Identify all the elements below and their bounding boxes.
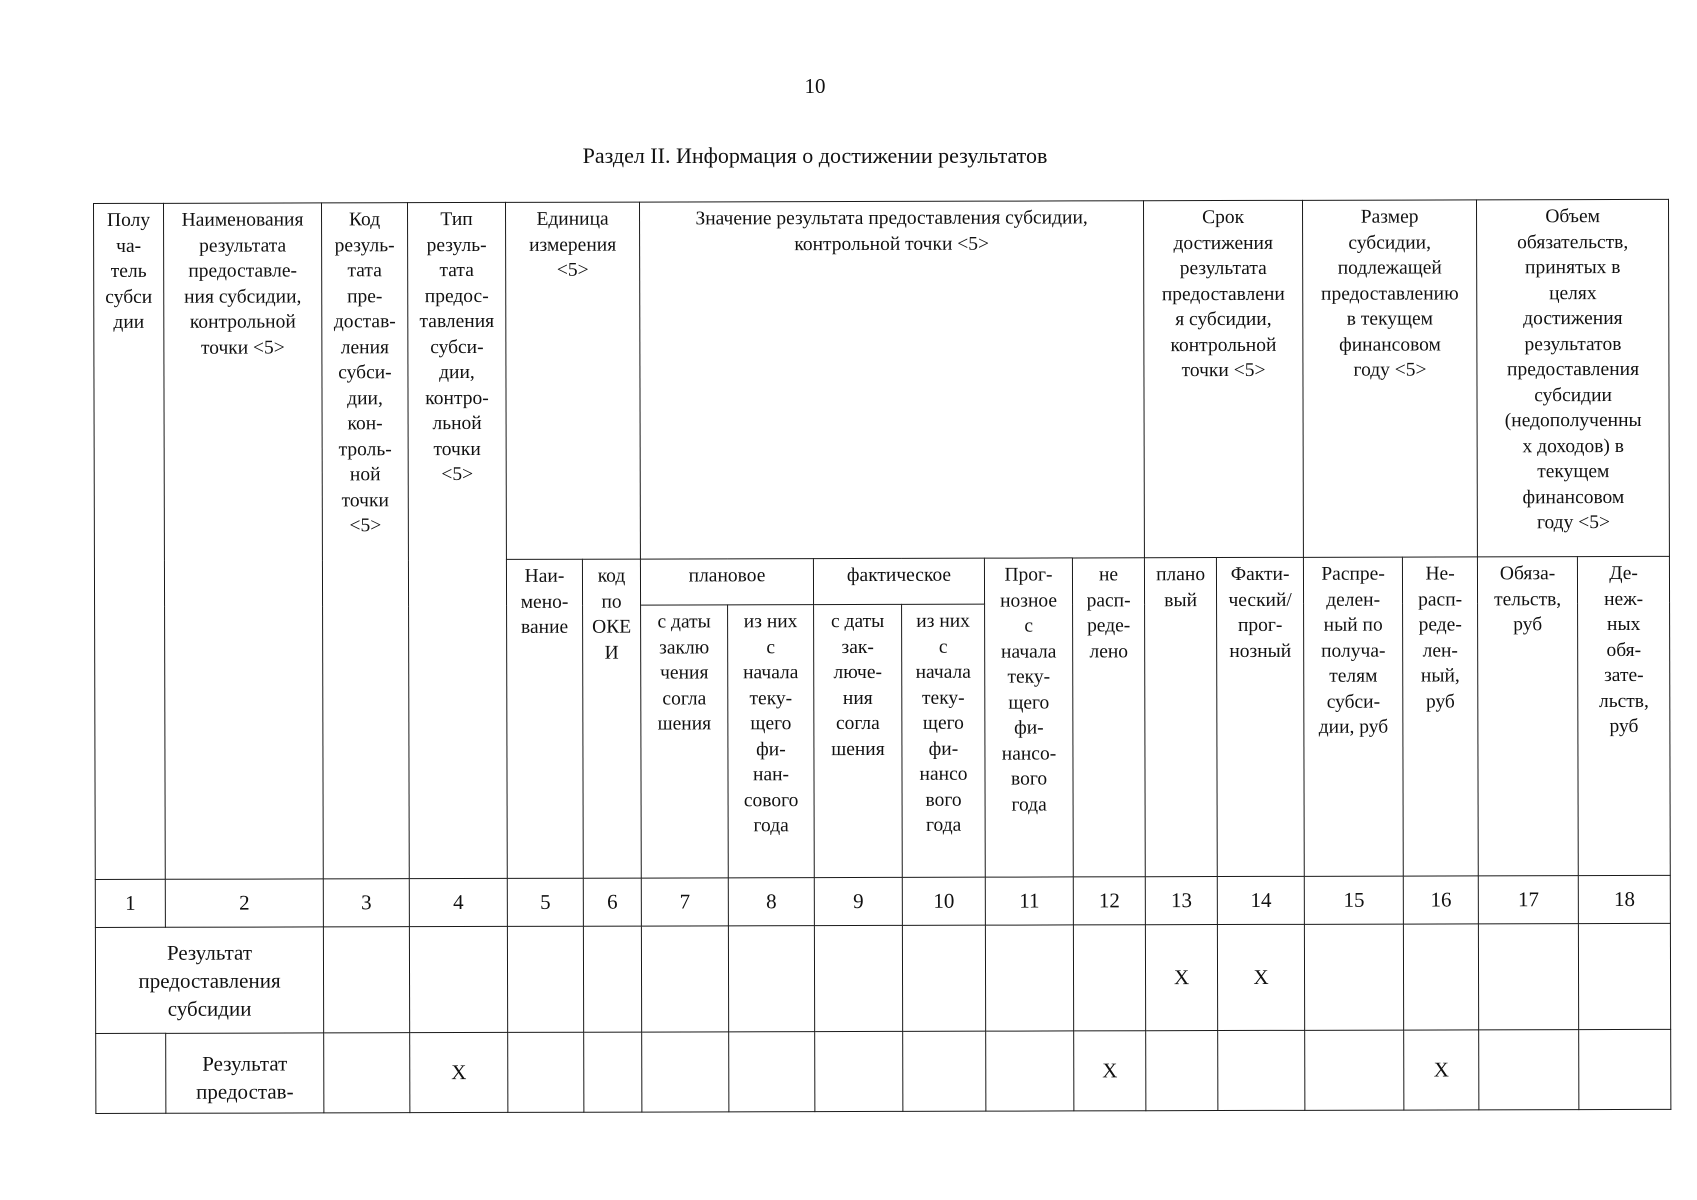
column-number: 6 (583, 878, 641, 926)
subheader-deadline-planned: плано вый (1145, 558, 1218, 877)
subheader-size-undistributed: Не- расп- реде- лен- ный, руб (1403, 557, 1479, 876)
subheader-unit-name: Наи- мено- вание (506, 559, 583, 878)
column-number: 18 (1578, 875, 1670, 923)
header-obligations: Объем обязательств, принятых в целях достижения результатов предоставления субсидии (недополученны х доходов) в текущем финансовом году <5> (1477, 199, 1670, 557)
table-cell (814, 925, 902, 1031)
subheader-obl-obligations: Обяза- тельств, руб (1478, 557, 1579, 876)
table-cell (1478, 924, 1578, 1030)
subheader-undistributed: не расп- реде- лено (1072, 558, 1145, 877)
table-cell (1218, 1030, 1305, 1110)
table-cell (584, 1032, 642, 1112)
page-number: 10 (804, 74, 826, 98)
column-number: 2 (165, 879, 323, 927)
header-subsidy-size: Размер субсидии, подлежащей предоставлению в текущем финансовом году <5> (1303, 200, 1478, 557)
row-result-label: Результат предоставления субсидии (95, 927, 323, 1034)
subheader-actual: фактическое (813, 558, 984, 604)
table-cell (1479, 1030, 1579, 1110)
x-mark: X (1074, 1031, 1146, 1111)
table-cell (1578, 923, 1670, 1029)
x-mark: X (1217, 924, 1304, 1030)
table-cell (1305, 1030, 1404, 1110)
header-result-name: Наименования результата предоставле- ния субсидии, контрольной точки <5> (164, 203, 324, 879)
table-cell (507, 926, 583, 1032)
subheader-planned-from-year: из них с начала теку- щего фи- нан- сового года (728, 605, 815, 878)
column-number: 11 (985, 877, 1073, 925)
header-deadline: Срок достижения результата предоставлени я субсидии, контрольной точки <5> (1144, 200, 1304, 557)
subheader-actual-from-year: из них с начала теку- щего фи- нансо вого года (902, 604, 986, 877)
subheader-planned: плановое (640, 559, 813, 605)
column-number: 12 (1073, 877, 1145, 925)
table-cell (324, 1033, 410, 1113)
table-cell (1403, 924, 1478, 1030)
table-cell (815, 1031, 903, 1111)
table-cell (96, 1033, 166, 1113)
subheader-actual-from-agreement: с даты зак- люче- ния согла шения (814, 604, 903, 877)
header-value: Значение результата предоставления субсидии, контрольной точки <5> (640, 201, 1145, 559)
table-cell (1304, 924, 1403, 1030)
subheader-planned-from-agreement: с даты заклю чения согла шения (641, 605, 729, 878)
column-number: 5 (507, 878, 583, 926)
column-number: 10 (902, 877, 985, 925)
column-number: 1 (95, 879, 165, 927)
subheader-unit-okei: код по ОКЕ И (582, 559, 641, 878)
table-cell (641, 926, 728, 1032)
table-cell (903, 1031, 986, 1111)
x-mark: X (410, 1032, 508, 1112)
subheader-obl-monetary: Де- неж- ных обя- зате- льств, руб (1578, 556, 1671, 875)
table-cell (1579, 1029, 1671, 1109)
header-recipient: Полу ча- тель субси дии (94, 203, 166, 879)
table-cell (409, 926, 507, 1032)
header-unit: Единица измерения <5> (505, 202, 640, 559)
subheader-deadline-actual: Факти- ческий/ прог- нозный (1217, 557, 1305, 876)
column-number: 4 (409, 878, 507, 926)
column-number: 15 (1304, 876, 1403, 924)
table-cell (508, 1032, 584, 1112)
header-result-type: Тип резуль- тата предос- тавления субси- дии, контро- льной точки <5> (408, 202, 508, 878)
column-number: 17 (1478, 876, 1578, 924)
table-cell (583, 926, 641, 1032)
results-table (93, 199, 1671, 1114)
column-number: 8 (728, 878, 814, 926)
column-number: 14 (1217, 876, 1304, 924)
x-mark: X (1145, 925, 1217, 1031)
table-cell (642, 1032, 729, 1112)
column-number: 9 (814, 877, 902, 925)
subheader-forecast: Прог- нозное с начала теку- щего фи- нансо- вого года (984, 558, 1073, 877)
table-cell (1073, 925, 1145, 1031)
table-cell (986, 1031, 1074, 1111)
x-mark: X (1404, 1030, 1479, 1110)
row-result-label-2: Результат предостав- (166, 1033, 324, 1113)
column-number: 13 (1145, 877, 1217, 925)
subheader-size-distributed: Распре- делен- ный по получа- телям субси- дии, руб (1304, 557, 1404, 876)
section-title: Раздел II. Информация о достижении результатов (582, 143, 1048, 168)
table-cell (1146, 1031, 1218, 1111)
table-cell (729, 1032, 815, 1112)
table-cell (323, 927, 409, 1033)
column-number: 7 (641, 878, 728, 926)
table-cell (728, 926, 814, 1032)
column-number: 3 (323, 879, 409, 927)
table-cell (902, 925, 985, 1031)
table-cell (985, 925, 1073, 1031)
header-result-code: Код резуль- тата пре- достав- ления субси- дии, кон- троль- ной точки <5> (322, 203, 410, 879)
column-number: 16 (1403, 876, 1478, 924)
